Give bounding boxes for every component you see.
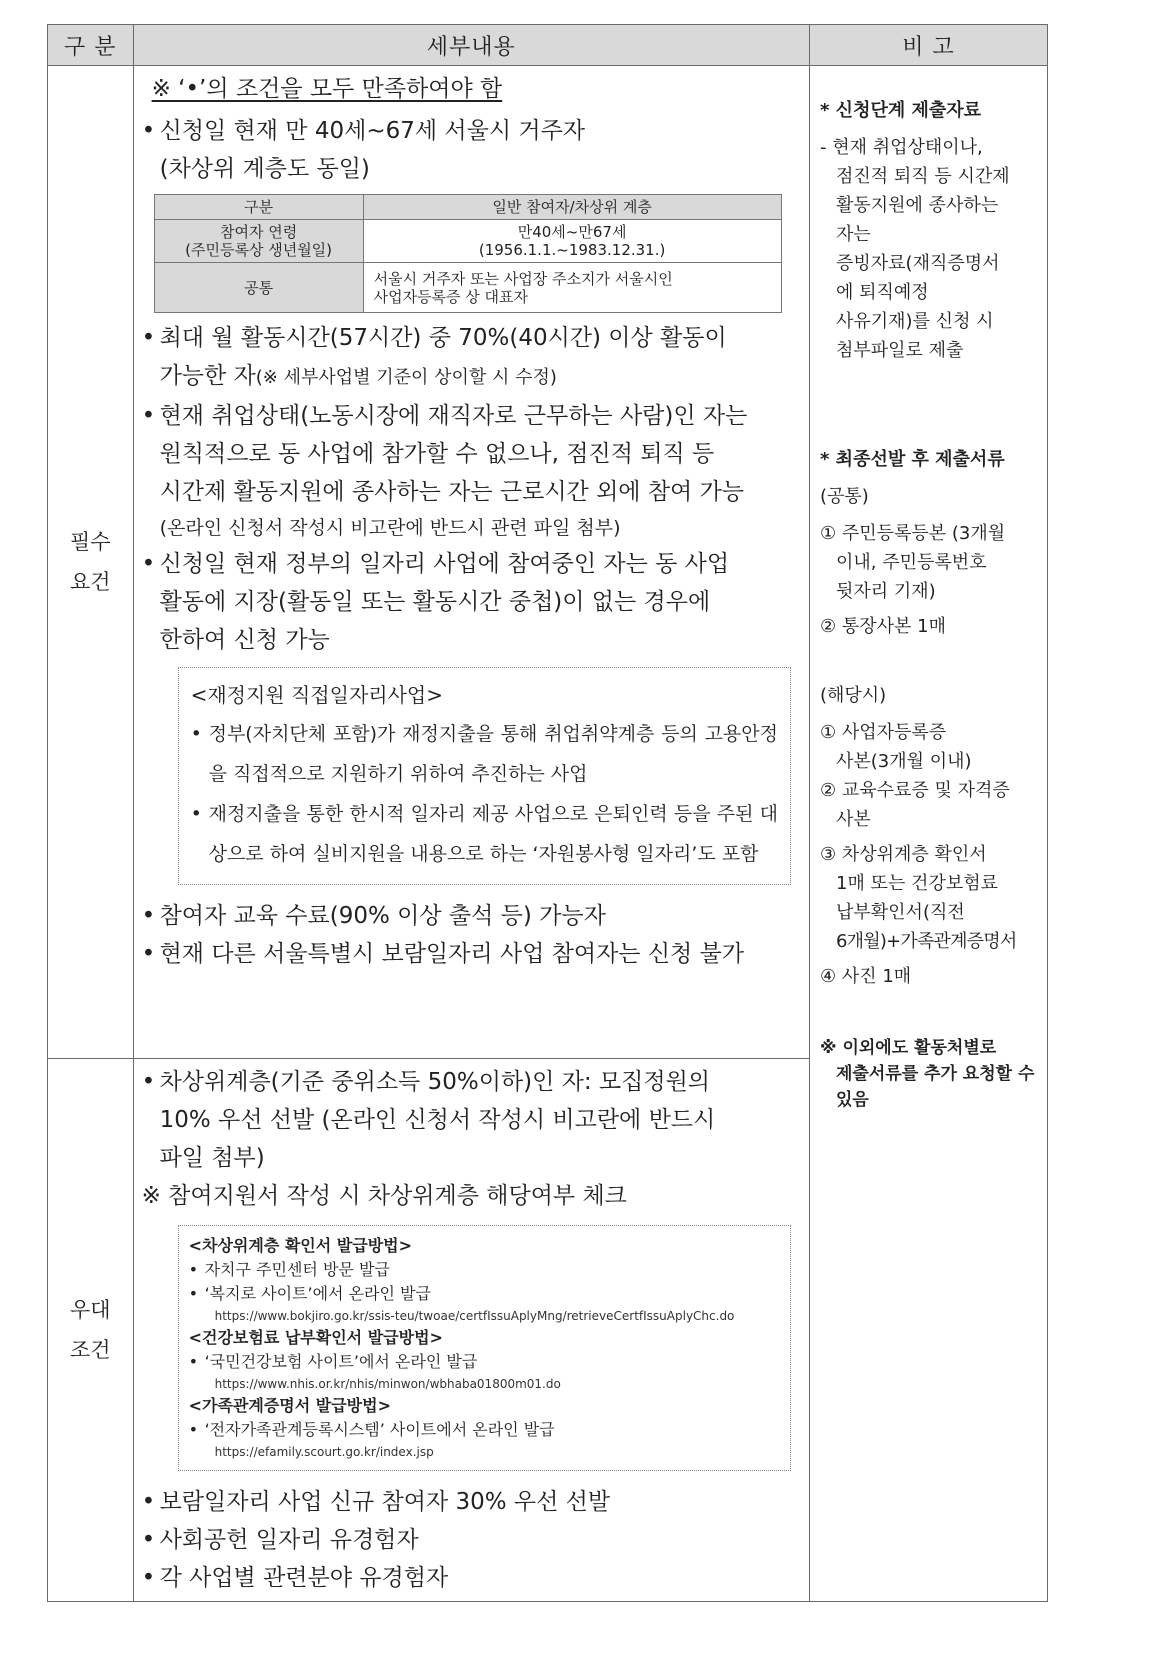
- remarks-apply-line7: 사유기재)를 신청 시: [836, 311, 994, 332]
- preferred-bullet-1: [142, 1063, 803, 1101]
- required-label: [48, 66, 134, 1059]
- issuance-h1-bullet1: • 자치구 주민센터 방문 발급: [189, 1258, 780, 1282]
- requirements-table: [47, 24, 1048, 1602]
- required-bullet-4-line1: 신청일 현재 정부의 일자리 사업에 참여중인 자는 동 사업: [159, 551, 730, 577]
- preferred-label-line1: 우대: [70, 1298, 111, 1322]
- remarks-common-label: (공통): [820, 486, 869, 507]
- direct-job-box-bullet-2: • 재정지출을 통한 한시적 일자리 제공 사업으로 은퇴인력 등을 주된 대상으로 하여 실비지원을 내용으로 하는 ‘자원봉사형 일자리’도 포함: [191, 794, 778, 874]
- remarks-if-item2-b: 사본: [836, 809, 871, 830]
- remarks-common-item1-a: ① 주민등록등본 (3개월: [820, 523, 1006, 544]
- remarks-extra-line2: 제출서류를 추가 요청할 수: [836, 1064, 1035, 1084]
- nhis-url-link[interactable]: https://www.nhis.or.kr/nhis/minwon/wbhaba01800m01.do: [214, 1377, 561, 1391]
- required-bullet-6: • 현재 다른 서울특별시 보람일자리 사업 참여자는 신청 불가: [142, 935, 803, 973]
- preferred-bullet-2: • 보람일자리 사업 신규 참여자 30% 우선 선발: [142, 1483, 803, 1521]
- issuance-h3: <가족관계증명서 발급방법>: [188, 1396, 391, 1415]
- required-bullet-3-line2: 원칙적으로 동 사업에 참가할 수 없으나, 점진적 퇴직 등: [159, 441, 715, 467]
- required-details: [133, 66, 809, 1059]
- issuance-h1-bullet2: • ‘복지로 사이트’에서 온라인 발급: [189, 1282, 780, 1306]
- remarks-content: [810, 66, 1047, 1113]
- remarks-apply-line4: 자는: [836, 224, 871, 245]
- age-table-row2-label: 공통: [154, 263, 363, 313]
- required-bullet-2-note: (※ 세부사업별 기준이 상이할 시 수정): [255, 367, 557, 388]
- required-bullet-1: [142, 112, 803, 150]
- required-bullet-4: [142, 545, 803, 583]
- remarks-apply-line8: 첨부파일로 제출: [836, 340, 964, 361]
- preferred-bullet-1-line1: 차상위계층(기준 중위소득 50%이하)인 자: 모집정원의: [159, 1069, 711, 1095]
- efamily-url-link[interactable]: https://efamily.scourt.go.kr/index.jsp: [214, 1445, 434, 1459]
- required-bullet-2-line1: 최대 월 활동시간(57시간) 중 70%(40시간) 이상 활동이: [159, 325, 727, 351]
- remarks-apply-line1: - 현재 취업상태이나,: [820, 137, 983, 158]
- remarks-if-item3-a: ③ 차상위계층 확인서: [820, 844, 987, 865]
- preferred-label-line2: 조건: [70, 1338, 111, 1362]
- common-line1: 서울시 거주자 또는 사업장 주소지가 서울시인: [373, 269, 673, 288]
- remarks-common-item1-b: 이내, 주민등록번호: [836, 552, 987, 573]
- issuance-h3-bullet1: • ‘전자가족관계등록시스템’ 사이트에서 온라인 발급: [189, 1418, 780, 1442]
- age-range: 만40세~만67세: [517, 223, 627, 241]
- birth-range: (1956.1.1.~1983.12.31.): [478, 241, 666, 259]
- age-table-header-category: 구분: [154, 195, 363, 220]
- preferred-note: ※ 참여지원서 작성 시 차상위계층 해당여부 체크: [141, 1183, 627, 1209]
- remarks-if-item4: ④ 사진 1매: [820, 966, 912, 987]
- age-label-b: (주민등록상 생년월일): [185, 241, 333, 259]
- remarks-apply-line5: 증빙자료(재직증명서: [836, 253, 1000, 274]
- required-bullet-2: [142, 319, 803, 357]
- age-table-row2-value: [363, 263, 781, 313]
- remarks-if-applicable-label: (해당시): [820, 685, 887, 706]
- remarks-if-item2-a: ② 교육수료증 및 자격증: [820, 780, 1010, 801]
- required-bullet-3-line1: 현재 취업상태(노동시장에 재직자로 근무하는 사람)인 자는: [159, 403, 748, 429]
- required-label-line2: 요건: [70, 570, 111, 594]
- remarks-if-item3-c: 납부확인서(직전: [836, 902, 965, 923]
- remarks-if-item1-a: ① 사업자등록증: [820, 722, 947, 743]
- header-category: 구 분: [48, 25, 134, 66]
- direct-job-project-box: [178, 667, 791, 885]
- remarks-apply-title: * 신청단계 제출자료: [820, 100, 982, 121]
- required-bullet-1-line2: (차상위 계층도 동일): [159, 156, 370, 182]
- remarks-common-item1-c: 뒷자리 기재): [836, 581, 936, 602]
- remarks-apply-line3: 활동지원에 종사하는: [836, 195, 999, 216]
- age-table: [154, 194, 782, 313]
- age-label-a: 참여자 연령: [219, 223, 298, 241]
- required-label-line1: 필수: [70, 530, 111, 554]
- remarks-cell: [810, 66, 1048, 1602]
- required-bullet-4-line2: 활동에 지장(활동일 또는 활동시간 중첩)이 없는 경우에: [159, 589, 711, 615]
- required-bullet-2-text: 가능한 자: [159, 363, 256, 389]
- direct-job-box-title: <재정지원 직접일자리사업>: [190, 683, 443, 707]
- required-bullet-3-line4: (온라인 신청서 작성시 비고란에 반드시 관련 파일 첨부): [159, 517, 621, 539]
- issuance-h2: <건강보험료 납부확인서 발급방법>: [188, 1328, 443, 1347]
- required-bullet-3-line3: 시간제 활동지원에 종사하는 자는 근로시간 외에 참여 가능: [159, 479, 745, 505]
- remarks-apply-line2: 점진적 퇴직 등 시간제: [836, 166, 1010, 187]
- required-bullet-4-line3: 한하여 신청 가능: [159, 627, 330, 653]
- header-remarks: 비 고: [810, 25, 1048, 66]
- header-row: [48, 25, 1048, 66]
- header-details: 세부내용: [133, 25, 809, 66]
- remarks-apply-line6: 에 퇴직예정: [836, 282, 929, 303]
- preferred-bullet-1-line3: 파일 첨부): [159, 1145, 265, 1171]
- age-table-row1-label: [154, 220, 363, 263]
- required-note-title: ※ ‘•’의 조건을 모두 만족하여야 함: [151, 76, 503, 102]
- remarks-final-title: * 최종선발 후 제출서류: [820, 449, 1005, 470]
- preferred-bullet-1-line2: 10% 우선 선발 (온라인 신청서 작성시 비고란에 반드시: [159, 1107, 716, 1133]
- remarks-extra-line1: ※ 이외에도 활동처별로: [820, 1038, 997, 1058]
- preferred-label: [48, 1059, 134, 1602]
- required-bullet-1-line1: 신청일 현재 만 40세~67세 서울시 거주자: [159, 118, 586, 144]
- required-row: [48, 66, 1048, 1059]
- preferred-bullet-3: • 사회공헌 일자리 유경험자: [142, 1521, 803, 1559]
- preferred-bullet-4: • 각 사업별 관련분야 유경험자: [142, 1559, 803, 1597]
- common-line2: 사업자등록증 상 대표자: [373, 287, 529, 306]
- remarks-if-item3-d: 6개월)+가족관계증명서: [836, 931, 1017, 952]
- issuance-h2-bullet1: • ‘국민건강보험 사이트’에서 온라인 발급: [189, 1350, 780, 1374]
- bokjiro-url-link[interactable]: https://www.bokjiro.go.kr/ssis-teu/twoae/certfIssuAplyMng/retrieveCertfIssuAplyChc.do: [214, 1309, 735, 1323]
- age-table-row1-value: [363, 220, 781, 263]
- remarks-if-item3-b: 1매 또는 건강보험료: [836, 873, 998, 894]
- issuance-methods-box: [178, 1225, 791, 1471]
- preferred-details: [133, 1059, 809, 1602]
- remarks-if-item1-b: 사본(3개월 이내): [836, 751, 972, 772]
- remarks-extra-line3: 있음: [836, 1090, 869, 1110]
- remarks-common-item2: ② 통장사본 1매: [820, 616, 946, 637]
- direct-job-box-bullet-1: • 정부(자치단체 포함)가 재정지출을 통해 취업취약계층 등의 고용안정을 직접적으로 지원하기 위하여 추진하는 사업: [191, 714, 778, 794]
- document-page: [47, 24, 1048, 1618]
- required-bullet-2-line2: [142, 357, 803, 397]
- issuance-h1: <차상위계층 확인서 발급방법>: [188, 1236, 413, 1255]
- required-bullet-3: [142, 397, 803, 435]
- age-table-header-target: 일반 참여자/차상위 계층: [363, 195, 781, 220]
- required-bullet-5: • 참여자 교육 수료(90% 이상 출석 등) 가능자: [142, 897, 803, 935]
